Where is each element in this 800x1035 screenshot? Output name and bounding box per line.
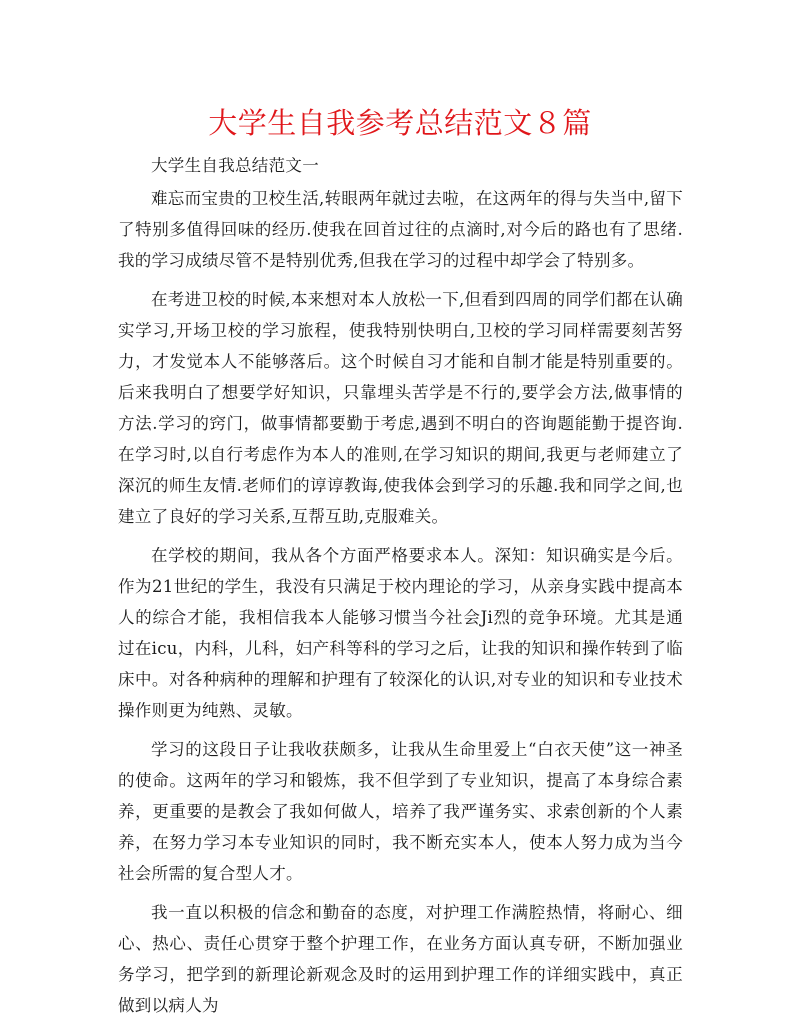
document-body bbox=[118, 150, 683, 1021]
document-title: 大学生自我参考总结范文８篇 bbox=[208, 106, 592, 140]
paragraph-2: 在考进卫校的时候,本来想对本人放松一下,但看到四周的同学们都在认确实学习,开场卫校的学习旅程，使我特别快明白,卫校的学习同样需要刻苦努力，才发觉本人不能够落后。这个时候自习才能和自制才能是特别重要的。后来我明白了想要学好知识，只靠埋头苦学是不行的,要学会方法,做事情的方法.学习的窍门，做事情都要勤于考虑,遇到不明白的咨询题能勤于提咨询.在学习时,以自行考虑作为本人的准则,在学习知识的期间,我更与老师建立了深沉的师生友情.老师们的谆谆教诲,使我体会到学习的乐趣.我和同学之间,也建立了良好的学习关系,互帮互助,克服难关。 bbox=[118, 290, 683, 526]
section-subheading: 大学生自我总结范文一 bbox=[151, 156, 319, 175]
paragraph-3: 在学校的期间，我从各个方面严格要求本人。深知：知识确实是今后。作为21世纪的学生，我没有只满足于校内理论的学习，从亲身实践中提高本人的综合才能，我相信我本人能够习惯当今社会Ji烈的竞争环境。尤其是通过在icu，内科，儿科，妇产科等科的学习之后，让我的知识和操作转到了临床中。对各种病种的理解和护理有了较深化的认识,对专业的知识和专业技术操作则更为纯熟、灵敏。 bbox=[118, 546, 683, 720]
paragraph-5: 我一直以积极的信念和勤奋的态度，对护理工作满腔热情，将耐心、细心、热心、责任心贯穿于整个护理工作，在业务方面认真专研，不断加强业务学习，把学到的新理论新观念及时的运用到护理工作的详细实践中，真正做到以病人为 bbox=[118, 903, 683, 1015]
paragraph-1: 难忘而宝贵的卫校生活,转眼两年就过去啦，在这两年的得与失当中,留下了特别多值得回味的经历.使我在回首过往的点滴时,对今后的路也有了思绪.我的学习成绩尽管不是特别优秀,但我在学习的过程中却学会了特别多。 bbox=[118, 189, 683, 270]
paragraph-4: 学习的这段日子让我收获颇多，让我从生命里爱上“白衣天使”这一神圣的使命。这两年的学习和锻炼，我不但学到了专业知识，提高了本身综合素养，更重要的是教会了我如何做人，培养了我严谨务实、求索创新的个人素养，在努力学习本专业知识的同时，我不断充实本人，使本人努力成为当今社会所需的复合型人才。 bbox=[118, 740, 683, 883]
